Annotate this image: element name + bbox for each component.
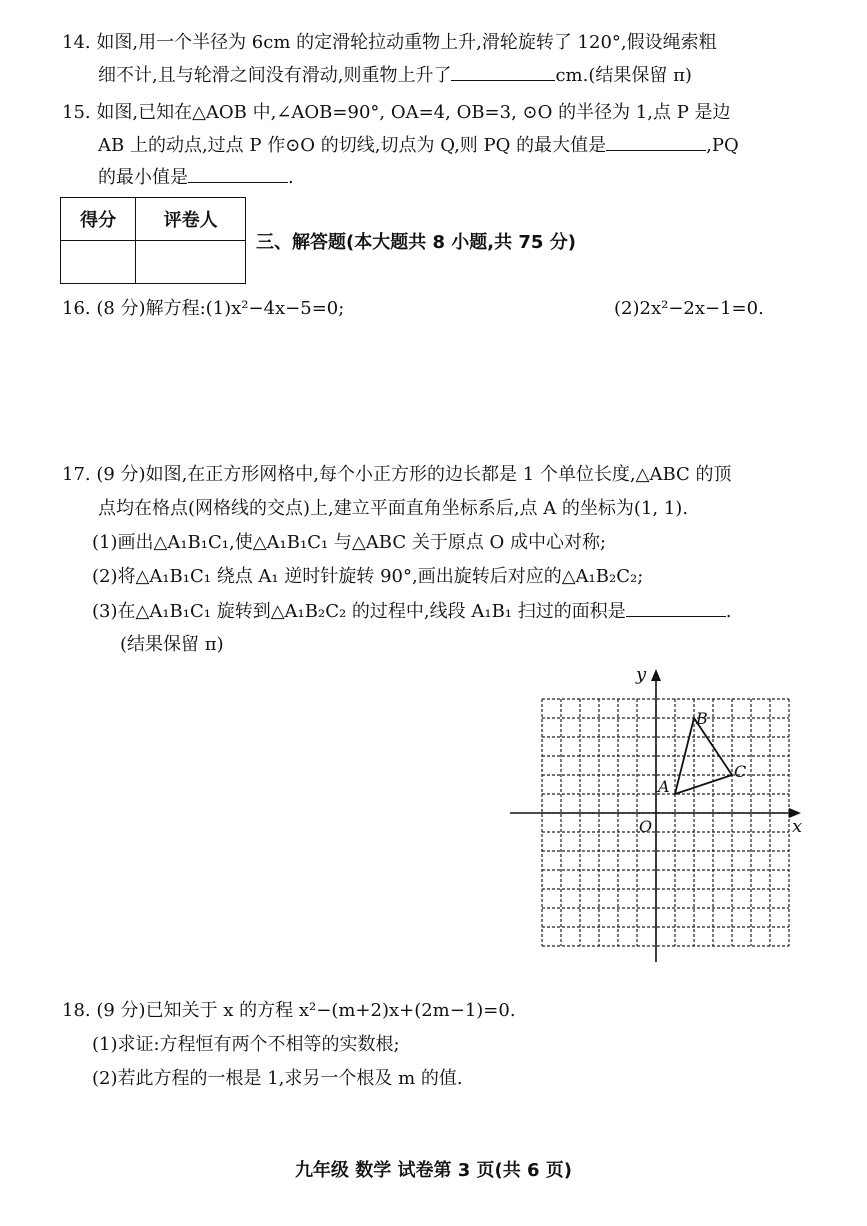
q18-sub1: (1)求证:方程恒有两个不相等的实数根; [92,1034,400,1055]
point-b-label: B [696,709,708,728]
q14-line2-post: cm.(结果保留 π) [555,65,692,86]
q15-max-blank[interactable] [606,132,706,151]
grader-header: 评卷人 [136,198,246,241]
q17-sub3 [92,598,731,625]
q15-line3-post: . [288,167,294,188]
origin-label: O [639,817,653,836]
q16-part1: 16. (8 分)解方程:(1)x²−4x−5=0; [62,298,345,319]
grader-cell[interactable] [136,241,246,284]
q17-line2: 点均在格点(网格线的交点)上,建立平面直角坐标系后,点 A 的坐标为(1, 1). [98,498,689,519]
section-title: 三、解答题(本大题共 8 小题,共 75 分) [256,232,576,253]
coordinate-grid [505,660,815,970]
q15-line1: 15. 如图,已知在△AOB 中,∠AOB=90°, OA=4, OB=3, ⊙O 的半径为 1,点 P 是边 [62,102,731,123]
q18-sub2: (2)若此方程的一根是 1,求另一个根及 m 的值. [92,1068,463,1089]
q17-area-blank[interactable] [626,598,726,617]
q15-line2 [98,132,739,159]
score-header: 得分 [61,198,136,241]
y-axis-arrow [651,669,661,681]
q15-line3 [98,164,294,191]
grid-lines [542,699,789,946]
q15-line3-pre: 的最小值是 [98,167,188,188]
point-a-label: A [658,777,670,796]
q15-min-blank[interactable] [188,164,288,183]
q15-line2-pre: AB 上的动点,过点 P 作⊙O 的切线,切点为 Q,则 PQ 的最大值是 [98,135,607,156]
q16-part2: (2)2x²−2x−1=0. [614,298,764,319]
q14-line2 [98,62,692,89]
q17-sub3-post: . [725,601,732,622]
x-axis-label: x [792,816,803,837]
q17-line1: 17. (9 分)如图,在正方形网格中,每个小正方形的边长都是 1 个单位长度,△ABC 的顶 [62,464,732,485]
y-axis-label: y [636,664,647,685]
q17-note: (结果保留 π) [120,634,224,655]
grid-svg [505,660,815,970]
axes [510,669,801,962]
page-footer: 九年级 数学 试卷第 3 页(共 6 页) [294,1160,573,1181]
q15-line2-post: ,PQ [706,135,739,156]
q14-line1: 14. 如图,用一个半径为 6cm 的定滑轮拉动重物上升,滑轮旋转了 120°,假设绳索粗 [62,32,717,53]
q14-line2-pre: 细不计,且与轮滑之间没有滑动,则重物上升了 [98,65,452,86]
q18-line1: 18. (9 分)已知关于 x 的方程 x²−(m+2)x+(2m−1)=0. [62,1000,516,1021]
score-cell[interactable] [61,241,136,284]
score-table [60,197,246,284]
q14-answer-blank[interactable] [451,62,555,81]
q17-sub1: (1)画出△A₁B₁C₁,使△A₁B₁C₁ 与△ABC 关于原点 O 成中心对称; [92,532,607,553]
q17-sub3-pre: (3)在△A₁B₁C₁ 旋转到△A₁B₂C₂ 的过程中,线段 A₁B₁ 扫过的面积是 [92,601,626,622]
point-c-label: C [734,762,747,781]
q17-sub2: (2)将△A₁B₁C₁ 绕点 A₁ 逆时针旋转 90°,画出旋转后对应的△A₁B₂C₂; [92,566,644,587]
